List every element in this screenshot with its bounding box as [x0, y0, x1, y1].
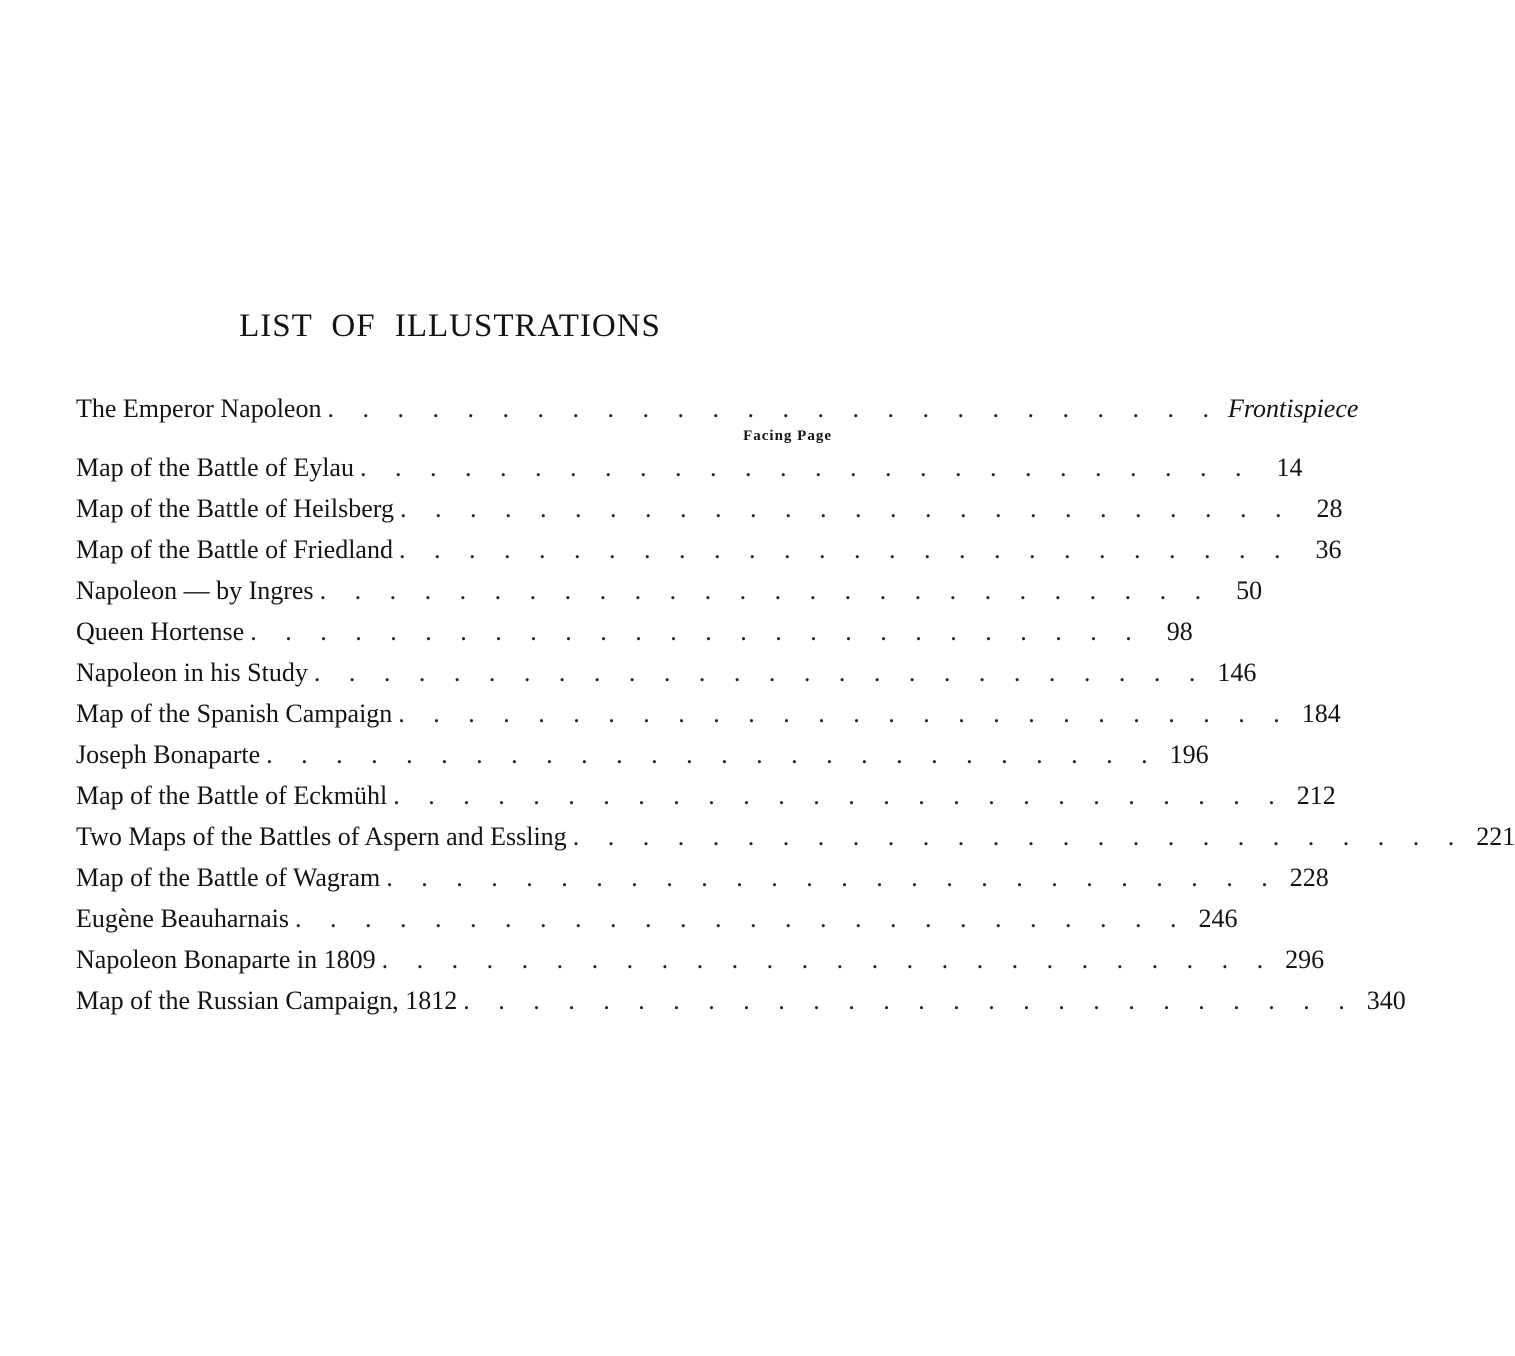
dot-leader: . . . . . . . . . . . . . . . . . . . . . . . . . .: [463, 986, 1356, 1015]
entry-page: 146: [1217, 658, 1257, 687]
entry-label: Map of the Battle of Friedland: [76, 535, 393, 564]
dot-leader: . . . . . . . . . . . . . . . . . . . . . . . . . .: [393, 781, 1286, 810]
entry-label: Napoleon Bonaparte in 1809: [76, 945, 376, 974]
entry-label: Napoleon — by Ingres: [76, 576, 314, 605]
entry-page: 184: [1301, 699, 1341, 728]
dot-leader: . . . . . . . . . . . . . . . . . . . . . . . . . .: [572, 822, 1466, 851]
entry-label: Map of the Battle of Eckmühl: [76, 781, 388, 810]
dot-leader: . . . . . . . . . . . . . . . . . . . . . . . . . .: [294, 904, 1188, 933]
list-item: [76, 734, 1209, 775]
dot-leader: . . . . . . . . . . . . . . . . . . . . . . . . . .: [386, 863, 1279, 892]
list-item: [76, 857, 1329, 898]
dot-leader: . . . . . . . . . . . . . . . . . . . . . . . . . .: [266, 740, 1159, 769]
entry-label: Map of the Russian Campaign, 1812: [76, 986, 458, 1015]
dot-leader: . . . . . . . . . . . . . . . . . . . . . . . . . .: [399, 494, 1293, 523]
entry-label: Queen Hortense: [76, 617, 245, 646]
entry-page: 36: [1315, 535, 1342, 564]
entry-page: 212: [1296, 781, 1336, 810]
entry-page: 98: [1166, 617, 1193, 646]
list-item: [76, 529, 1342, 570]
list-item: [76, 980, 1406, 1021]
dot-leader: . . . . . . . . . . . . . . . . . . . . . . . . . .: [319, 576, 1213, 605]
entry-label: Napoleon in his Study: [76, 658, 308, 687]
entry-label: Joseph Bonaparte: [76, 740, 261, 769]
list-item: [76, 652, 1257, 693]
list-item: [76, 939, 1325, 980]
list-item: [76, 570, 1263, 611]
list-item: [76, 388, 1359, 429]
entry-label: The Emperor Napoleon: [76, 394, 322, 423]
entry-page: 340: [1366, 986, 1406, 1015]
dot-leader: . . . . . . . . . . . . . . . . . . . . . . . . . .: [398, 699, 1291, 728]
list-item: [76, 447, 1303, 488]
list-item: [76, 775, 1336, 816]
entry-page: 296: [1285, 945, 1325, 974]
entry-label: Map of the Battle of Wagram: [76, 863, 381, 892]
entry-page: 246: [1198, 904, 1238, 933]
entry-label: Eugène Beauharnais: [76, 904, 289, 933]
dot-leader: . . . . . . . . . . . . . . . . . . . . . . . . . .: [381, 945, 1275, 974]
entry-page: 196: [1169, 740, 1209, 769]
list-item: [76, 816, 1515, 857]
list-item: [76, 693, 1341, 734]
entry-label: Two Maps of the Battles of Aspern and Essling: [76, 822, 567, 851]
facing-page-heading: Facing Page: [743, 428, 832, 444]
illustrations-list: [76, 388, 1515, 1021]
dot-leader: . . . . . . . . . . . . . . . . . . . . . . . . . .: [359, 453, 1253, 482]
entry-page: 221: [1476, 822, 1515, 851]
dot-leader: . . . . . . . . . . . . . . . . . . . . . . . . . .: [398, 535, 1292, 564]
entry-page: 28: [1316, 494, 1343, 523]
dot-leader: . . . . . . . . . . . . . . . . . . . . . . . . . .: [250, 617, 1143, 646]
entry-label: Map of the Spanish Campaign: [76, 699, 393, 728]
list-item: [76, 898, 1238, 939]
page-title: LIST OF ILLUSTRATIONS: [239, 308, 661, 344]
dot-leader: . . . . . . . . . . . . . . . . . . . . . . . . . .: [313, 658, 1207, 687]
entry-page: 50: [1236, 576, 1263, 605]
entry-label: Map of the Battle of Heilsberg: [76, 494, 394, 523]
dot-leader: . . . . . . . . . . . . . . . . . . . . . . . . . .: [327, 394, 1220, 423]
list-item: [76, 488, 1343, 529]
entry-page: Frontispiece: [1227, 394, 1359, 423]
entry-label: Map of the Battle of Eylau: [76, 453, 354, 482]
entry-page: 14: [1276, 453, 1303, 482]
entry-page: 228: [1289, 863, 1329, 892]
list-item: [76, 611, 1193, 652]
